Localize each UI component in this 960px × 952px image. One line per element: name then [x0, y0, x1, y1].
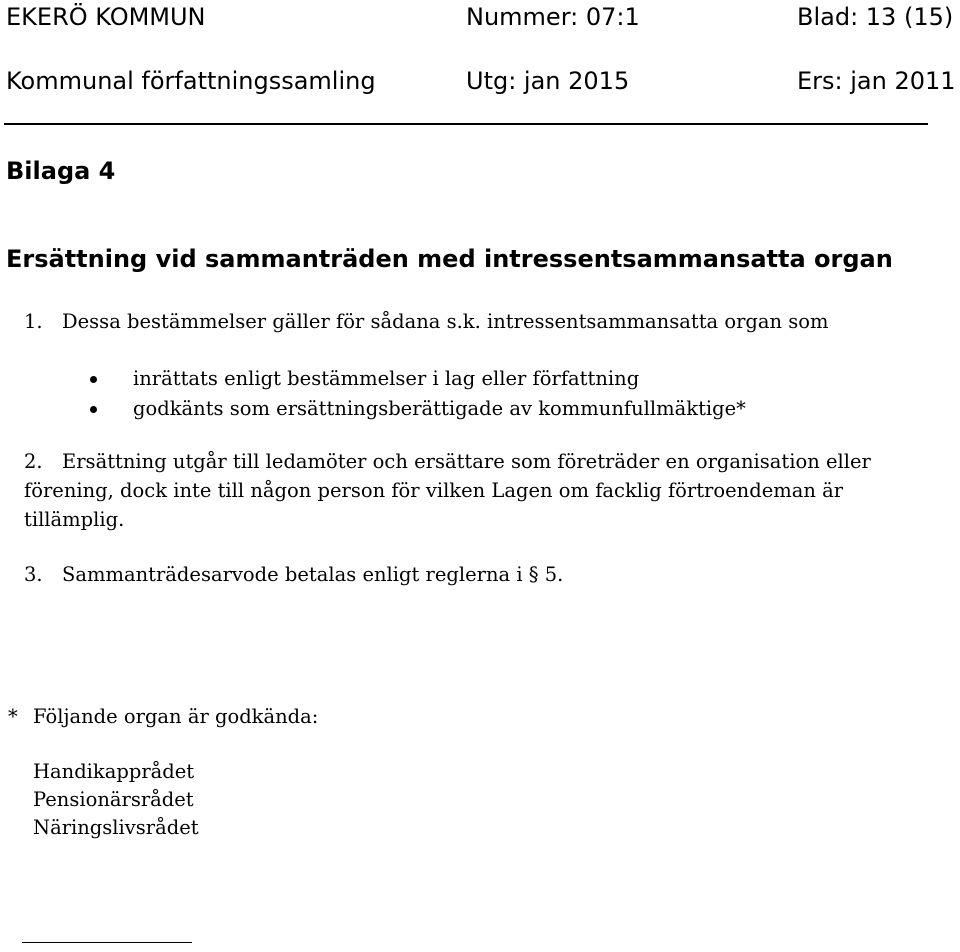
item-1-number: 1. — [24, 310, 43, 333]
item-1-text: Dessa bestämmelser gäller för sådana s.k. intressentsammansatta organ som — [62, 310, 829, 333]
municipality-name: EKERÖ KOMMUN — [6, 3, 206, 31]
footer-divider — [22, 942, 192, 943]
organ-item: Näringslivsrådet — [33, 816, 199, 839]
organ-item: Pensionärsrådet — [33, 788, 194, 811]
document-title: Ersättning vid sammanträden med intressentsammansatta organ — [6, 245, 893, 273]
footnote-intro: Följande organ är godkända: — [33, 705, 319, 728]
issue-date: Utg: jan 2015 — [466, 67, 630, 95]
organ-item: Handikapprådet — [33, 760, 195, 783]
item-3-text: Sammanträdesarvode betalas enligt reglerna i § 5. — [62, 563, 564, 586]
document-number: Nummer: 07:1 — [466, 3, 640, 31]
page-number: Blad: 13 (15) — [797, 3, 954, 31]
item-2-line-3: tillämplig. — [24, 508, 125, 531]
bullet-icon — [90, 406, 97, 413]
bullet-text: godkänts som ersättningsberättigade av kommunfullmäktige* — [133, 397, 746, 420]
bullet-icon — [90, 376, 97, 383]
header-divider — [4, 123, 928, 125]
item-3-number: 3. — [24, 563, 43, 586]
replaces-date: Ers: jan 2011 — [797, 67, 956, 95]
collection-name: Kommunal författningssamling — [6, 67, 376, 95]
appendix-label: Bilaga 4 — [6, 157, 116, 185]
footnote-marker: * — [8, 705, 18, 728]
item-2-line-1: Ersättning utgår till ledamöter och ersättare som företräder en organisation eller — [62, 450, 871, 473]
item-2-number: 2. — [24, 450, 43, 473]
bullet-text: inrättats enligt bestämmelser i lag eller författning — [133, 367, 640, 390]
item-2-line-2: förening, dock inte till någon person för vilken Lagen om facklig förtroendeman är — [24, 479, 844, 502]
item-1-bullet-list — [90, 364, 746, 424]
list-item — [90, 394, 746, 424]
list-item — [90, 364, 746, 394]
